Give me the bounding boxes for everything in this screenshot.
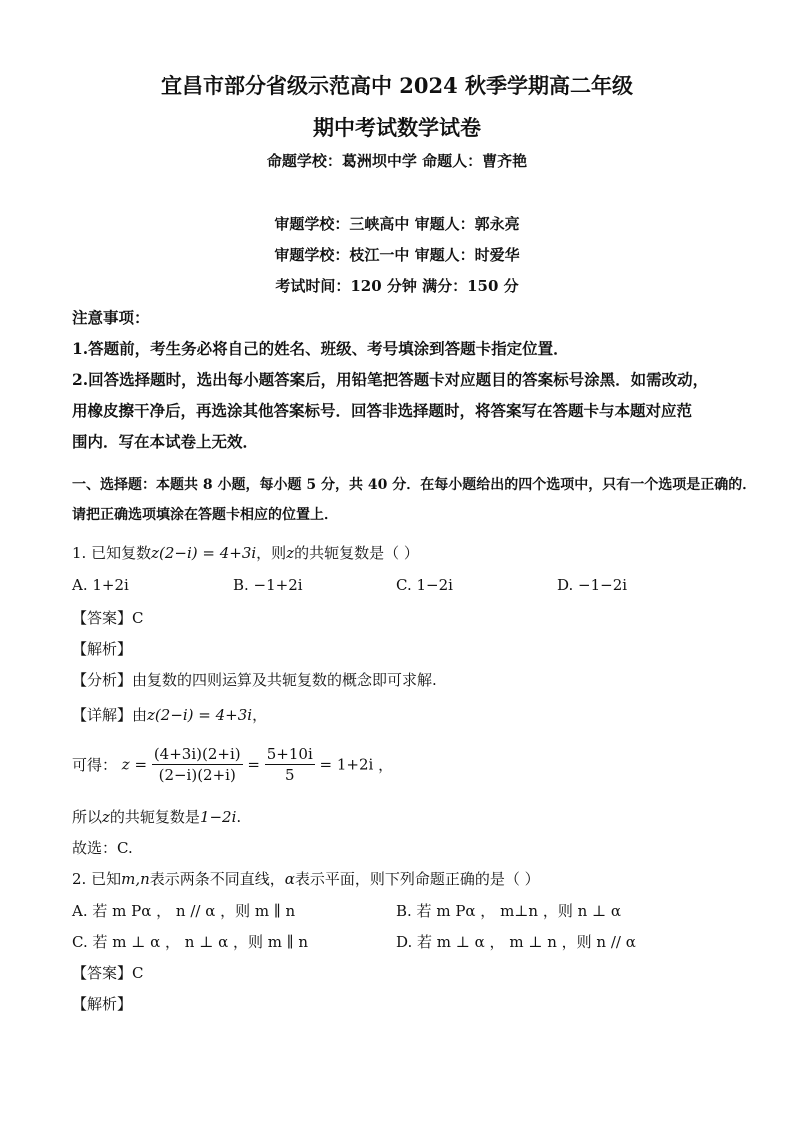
q1-conjugate-line xyxy=(72,806,241,827)
review-line-1: 审题学校：三峡高中 审题人：郭永亮 xyxy=(274,215,520,233)
exam-title-line1: 宜昌市部分省级示范高中 2024 秋季学期高二年级 xyxy=(160,73,634,98)
q1-frac1-numerator: (4+3i)(2+i) xyxy=(153,745,241,763)
q1-conj-suffix: . xyxy=(236,808,242,826)
q1-suffix: 的共轭复数是（ ） xyxy=(294,544,419,562)
q2-answer: 【答案】C xyxy=(72,964,144,982)
q1-option-c: C. 1−2i xyxy=(396,576,453,594)
q2-suffix: 表示平面，则下列命题正确的是（ ） xyxy=(294,870,540,888)
q2-prefix: 2. 已知 xyxy=(72,870,122,888)
q1-middle: ，则 xyxy=(256,544,287,562)
q1-fraction-1 xyxy=(152,744,243,785)
q1-option-b: B. −1+2i xyxy=(233,576,303,594)
author-line: 命题学校：葛洲坝中学 命题人：曹齐艳 xyxy=(266,152,528,170)
q1-conj-middle: 的共轭复数是 xyxy=(109,808,200,826)
q1-fraction-2 xyxy=(265,744,315,785)
q1-var: z xyxy=(286,544,295,562)
q1-frac2-numerator: 5+10i xyxy=(266,745,313,763)
notice-item-2-line-1: 2.回答选择题时，选出每小题答案后，用铅笔把答题卡对应题目的答案标号涂黑．如需改动， xyxy=(72,370,709,389)
q1-choose: 故选：C. xyxy=(72,839,133,857)
q1-detail-suffix: ， xyxy=(252,706,268,724)
notice-item-2-line-3: 围内．写在本试卷上无效． xyxy=(72,432,259,451)
section-1-instructions-line-1: 一、选择题：本题共 8 小题，每小题 5 分，共 40 分．在每小题给出的四个选项中，只有一个选项是正确的． xyxy=(72,477,757,493)
q2-middle: 表示两条不同直线， xyxy=(149,870,285,888)
notice-item-2-line-2: 用橡皮擦干净后，再选涂其他答案标号．回答非选择题时，将答案写在答题卡与本题对应范 xyxy=(72,401,693,420)
q1-detail-prefix: 【详解】由 xyxy=(72,706,148,724)
q1-conj-var: z xyxy=(102,808,110,826)
q2-option-d: D. 若 m ⊥ α ， m ⊥ n ，则 n // α xyxy=(396,933,636,951)
q1-fenxi: 【分析】由复数的四则运算及共轭复数的概念即可求解. xyxy=(72,671,437,689)
section-1-instructions-line-2: 请把正确选项填涂在答题卡相应的位置上． xyxy=(72,507,338,523)
exam-info: 考试时间：120 分钟 满分：150 分 xyxy=(275,277,519,295)
review-line-2: 审题学校：枝江一中 审题人：时爱华 xyxy=(274,246,520,264)
q1-get-z: z = xyxy=(121,755,148,774)
q1-get-prefix: 可得： xyxy=(72,756,118,774)
q1-prefix: 1. 已知复数 xyxy=(72,544,152,562)
q1-frac2-denominator: 5 xyxy=(284,766,295,784)
question-1-stem xyxy=(72,542,419,563)
q2-option-a: A. 若 m Pα ， n // α ，则 m ∥ n xyxy=(72,902,296,920)
q1-option-a: A. 1+2i xyxy=(72,576,129,594)
q1-result: = 1+2i xyxy=(319,755,374,774)
q2-option-b: B. 若 m Pα ， m⊥n ，则 n ⊥ α xyxy=(396,902,622,920)
q1-detail xyxy=(72,704,267,725)
q1-get-suffix: ， xyxy=(378,756,394,774)
q1-conj-value: 1−2i xyxy=(199,808,237,826)
notice-heading: 注意事项： xyxy=(72,308,150,327)
q1-derivation xyxy=(72,744,393,785)
q1-conj-prefix: 所以 xyxy=(72,808,103,826)
q1-formula: z(2−i) = 4+3i xyxy=(151,544,257,562)
q2-analysis-label: 【解析】 xyxy=(72,995,133,1013)
q1-analysis-label: 【解析】 xyxy=(72,640,133,658)
q2-option-c: C. 若 m ⊥ α ， n ⊥ α ，则 m ∥ n xyxy=(72,933,309,951)
q2-vars: m,n xyxy=(121,870,150,888)
question-2-stem xyxy=(72,868,540,889)
q1-option-d: D. −1−2i xyxy=(557,576,628,594)
notice-item-1: 1.答题前，考生务必将自己的姓名、班级、考号填涂到答题卡指定位置． xyxy=(72,339,569,358)
q2-alpha: α xyxy=(284,870,295,888)
exam-title-line2: 期中考试数学试卷 xyxy=(313,115,481,140)
q1-answer: 【答案】C xyxy=(72,609,144,627)
q1-frac1-denominator: (2−i)(2+i) xyxy=(158,766,236,784)
q1-equals: = xyxy=(247,755,260,774)
q1-detail-formula: z(2−i) = 4+3i xyxy=(147,706,253,724)
